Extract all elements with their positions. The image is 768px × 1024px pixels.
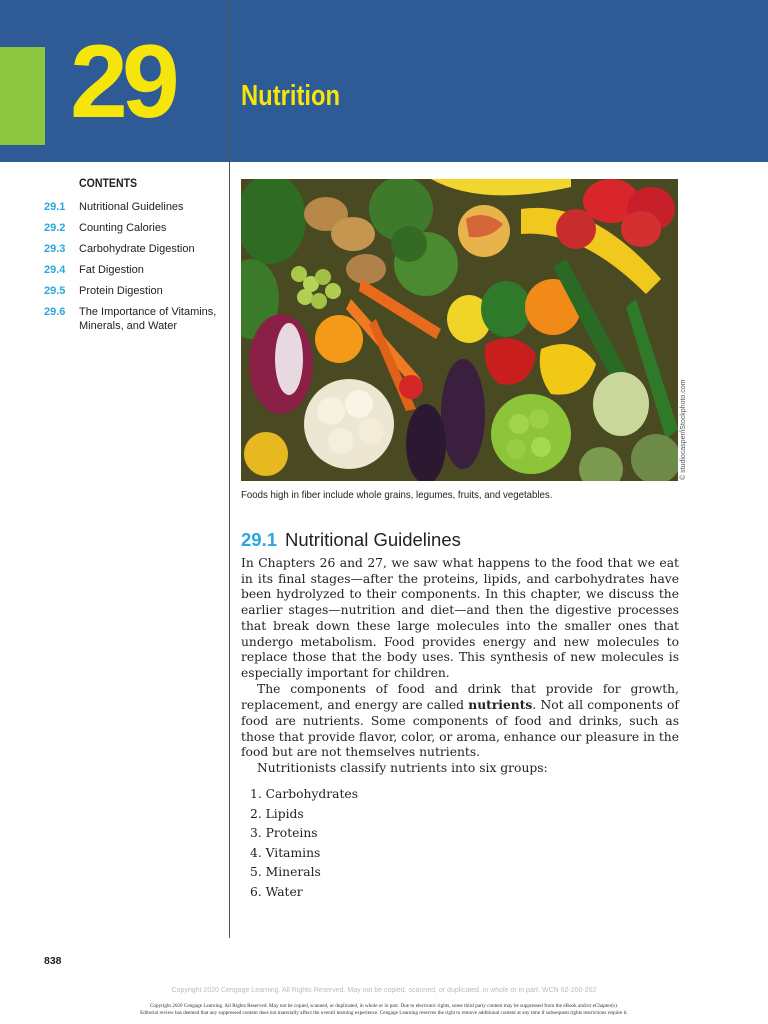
contents-item (44, 242, 224, 256)
paragraph-2 (241, 682, 679, 762)
vegetables-illustration (241, 179, 678, 481)
section-heading (241, 529, 461, 551)
contents-item (44, 221, 224, 235)
page-number: 838 (44, 955, 62, 967)
photo-credit: © studiocasper/iStockphoto.com (680, 379, 687, 480)
copyright-fine-print (0, 1003, 768, 1017)
contents-item-label: Carbohydrate Digestion (79, 243, 195, 255)
section-body (241, 556, 679, 777)
section-title: Nutritional Guidelines (285, 529, 461, 550)
list-item: 5. Minerals (250, 865, 321, 880)
contents-item (44, 263, 224, 277)
paragraph-2-text-start: The components of food and drink that provide for growth, replacement, and energy are called (241, 681, 679, 713)
section-number: 29.1 (241, 529, 278, 550)
chapter-title: Nutrition (241, 80, 341, 112)
contents-list (44, 200, 224, 340)
list-item: 1. Carbohydrates (250, 787, 359, 801)
vegetables-photo (241, 179, 678, 481)
chapter-header (0, 0, 768, 162)
contents-item-label: Counting Calories (79, 222, 167, 234)
contents-title: CONTENTS (79, 176, 138, 190)
contents-item-label: Nutritional Guidelines (79, 201, 184, 213)
fine-print-line-1: Copyright 2020 Cengage Learning. All Rights Reserved. May not be copied, scanned, or duplicated, in whole or in part. Due to electronic rights, some third party content may be suppressed from the eBook and/or eChapter(s). (149, 1003, 619, 1009)
list-item: 3. Proteins (250, 826, 318, 841)
contents-item (44, 200, 224, 214)
list-item: 4. Vitamins (250, 845, 321, 860)
contents-item-number: 29.4 (44, 264, 66, 276)
contents-item-number: 29.3 (44, 243, 66, 255)
nutrient-groups-list (250, 785, 358, 903)
list-item: 2. Lipids (250, 806, 304, 821)
contents-item (44, 284, 224, 298)
copyright-watermark: Copyright 2020 Cengage Learning. All Rights Reserved. May not be copied, scanned, or duplicated, in whole or in part. WCN 02-200-202 (171, 987, 597, 994)
fine-print-line-2: Editorial review has deemed that any suppressed content does not materially affect the overall learning experience. Cengage Learning reserves the right to remove additional content at any time if subsequent rights restrictions require it. (140, 1010, 628, 1016)
paragraph-1: In Chapters 26 and 27, we saw what happens to the food that we eat in its final stages—after the proteins, lipids, and carbohydrates have been hydrolyzed to their components. In this chapter, we discuss the earlier stages—nutrition and diet—and then the digestive processes that break down these large molecules into the smaller ones that undergo metabolism. Food provides energy and new molecules to replace those that the body uses. This synthesis of new molecules is especially important for children. (241, 556, 679, 680)
contents-item-number: 29.6 (44, 306, 66, 318)
paragraph-2-text-end: . Not all components of food are nutrients. Some components of food and drinks, such as those that provide flavor, color, or aroma, enhance our pleasure in the food but are not themselves nutrients. (241, 698, 679, 760)
paragraph-3: Nutritionists classify nutrients into six groups: (257, 761, 548, 776)
contents-item-number: 29.2 (44, 222, 66, 234)
paragraph-2-bold-term: nutrients (468, 697, 533, 713)
contents-item-label: Fat Digestion (79, 264, 144, 276)
column-divider (229, 0, 230, 938)
chapter-number: 29 (70, 24, 174, 140)
figure-caption: Foods high in fiber include whole grains, legumes, fruits, and vegetables. (241, 489, 553, 501)
chapter-tab (0, 47, 45, 145)
contents-item-number: 29.5 (44, 285, 66, 297)
contents-item (44, 305, 224, 333)
contents-item-label: The Importance of Vitamins, Minerals, and Water (79, 306, 217, 332)
list-item: 6. Water (250, 884, 303, 899)
contents-item-number: 29.1 (44, 201, 66, 213)
contents-item-label: Protein Digestion (79, 285, 163, 297)
